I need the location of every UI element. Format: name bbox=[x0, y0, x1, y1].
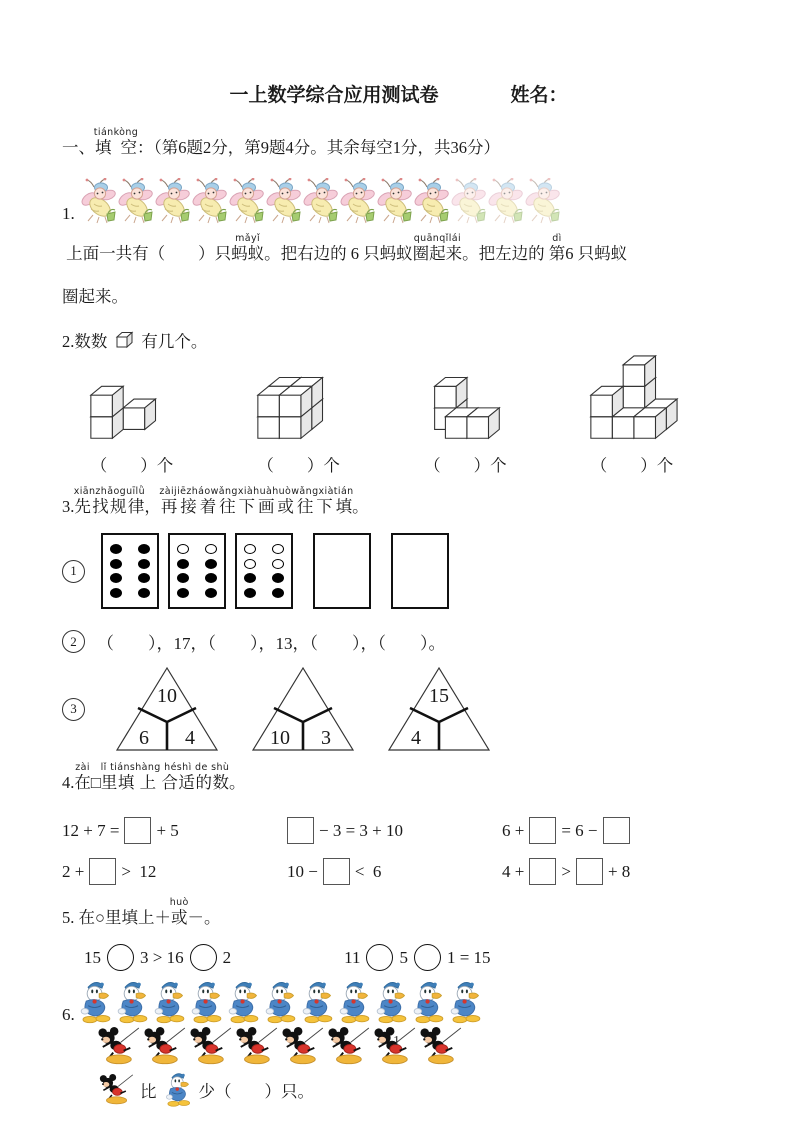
duck-icon bbox=[336, 979, 373, 1025]
cube-figure-4 bbox=[562, 354, 702, 450]
q5-text: 1 = 15 bbox=[446, 947, 491, 967]
ant-icon bbox=[340, 178, 376, 224]
duck-icon bbox=[447, 979, 484, 1025]
duck-icon bbox=[77, 979, 114, 1025]
sub-question-1-badge: 1 bbox=[62, 560, 85, 583]
q2-prefix: 2.数数 bbox=[62, 332, 108, 351]
answer-box[interactable] bbox=[576, 858, 603, 885]
q6-compare-line bbox=[96, 1071, 735, 1108]
compare-text: 比 bbox=[140, 1081, 157, 1101]
answer-circle[interactable] bbox=[107, 944, 134, 971]
q2-suffix: 有几个。 bbox=[141, 332, 208, 351]
cube-icon bbox=[114, 330, 134, 350]
ant-icon bbox=[303, 178, 339, 224]
dot-card bbox=[235, 533, 293, 609]
duck-icon bbox=[163, 1071, 193, 1108]
ant-icon bbox=[155, 178, 191, 224]
number-triangle-2 bbox=[247, 664, 359, 754]
equation bbox=[287, 858, 502, 885]
equation bbox=[62, 817, 287, 844]
duck-icon bbox=[188, 979, 225, 1025]
count-blank[interactable]: （ ）个 bbox=[590, 456, 674, 475]
answer-box[interactable] bbox=[529, 817, 556, 844]
equation-text: + 8 bbox=[607, 861, 631, 881]
q3-dot-cards-row bbox=[62, 533, 735, 609]
q5-text: 3 > 16 bbox=[140, 947, 184, 967]
equation-text: = 6 − bbox=[561, 820, 598, 840]
dot-card-empty[interactable] bbox=[391, 533, 449, 609]
svg-text:4: 4 bbox=[411, 727, 421, 749]
q2-heading bbox=[62, 328, 735, 352]
q1-text bbox=[62, 232, 735, 318]
svg-text:10: 10 bbox=[157, 685, 177, 707]
mouse-icon bbox=[96, 1074, 134, 1105]
svg-text:10: 10 bbox=[270, 727, 290, 749]
q1-ants-row bbox=[62, 178, 735, 224]
q1-number: 1. bbox=[62, 204, 75, 223]
q4-equations-row-1 bbox=[62, 817, 735, 844]
q5-text: 2 bbox=[222, 947, 232, 967]
q5-heading: 5. 在○里填上＋或huò－。 bbox=[62, 897, 221, 927]
duck-icon bbox=[114, 979, 151, 1025]
equation-text: 12 + 7 = bbox=[62, 820, 120, 840]
q1-line2: 圈起来。 bbox=[62, 287, 128, 306]
q6-ducks-row bbox=[62, 979, 735, 1025]
sequence-text[interactable]: （ ），17，（ ），13，（ ），（ ）。 bbox=[97, 634, 446, 653]
answer-box[interactable] bbox=[603, 817, 630, 844]
count-blank[interactable]: （ ）个 bbox=[257, 456, 340, 475]
svg-text:4: 4 bbox=[185, 727, 195, 749]
sub-question-3-badge: 3 bbox=[62, 698, 85, 721]
number-triangle-3 bbox=[383, 664, 495, 754]
equation-text: > 12 bbox=[121, 861, 157, 881]
ant-faded-icon bbox=[525, 178, 561, 224]
equation-text: > bbox=[561, 861, 571, 881]
duck-icon bbox=[410, 979, 447, 1025]
dot-card bbox=[168, 533, 226, 609]
ant-icon bbox=[377, 178, 413, 224]
answer-box[interactable] bbox=[323, 858, 350, 885]
q3-number-sequence bbox=[62, 629, 735, 654]
q4-heading: 4.在zài□里填 上 合适的数lǐ tiánshàng héshì de shù。 bbox=[62, 762, 246, 792]
page-title: 一上数学综合应用测试卷 bbox=[229, 85, 439, 106]
answer-circle[interactable] bbox=[366, 944, 393, 971]
page-number: 1 bbox=[393, 1034, 400, 1049]
equation bbox=[502, 858, 630, 885]
answer-box[interactable] bbox=[89, 858, 116, 885]
q6-number: 6. bbox=[62, 1005, 75, 1024]
answer-circle[interactable] bbox=[190, 944, 217, 971]
q3-triangles-row bbox=[62, 664, 735, 754]
count-blank[interactable]: （ ）个 bbox=[424, 456, 507, 475]
title-row bbox=[62, 80, 735, 107]
equation-text: − 3 = 3 + 10 bbox=[319, 820, 404, 840]
ants-normal-group bbox=[81, 178, 451, 224]
duck-icon bbox=[262, 979, 299, 1025]
q4-equations-row-2 bbox=[62, 858, 735, 885]
answer-box[interactable] bbox=[529, 858, 556, 885]
ant-icon bbox=[414, 178, 450, 224]
name-label: 姓名： bbox=[510, 85, 568, 106]
ant-icon bbox=[229, 178, 265, 224]
dot-card-empty[interactable] bbox=[313, 533, 371, 609]
answer-box[interactable] bbox=[287, 817, 314, 844]
ants-faded-group bbox=[451, 178, 562, 224]
q1-line1: 上面一共有（ ）只蚂蚁mǎyǐ。把右边的 6 只蚂蚁圈起来quānqǐlái。把左边的 第dì6 只蚂蚁 bbox=[62, 233, 628, 263]
ant-icon bbox=[192, 178, 228, 224]
equation-text: 6 + bbox=[502, 820, 525, 840]
equation-text: 2 + bbox=[62, 861, 85, 881]
sub-question-2-badge: 2 bbox=[62, 630, 85, 653]
q5-text: 5 bbox=[399, 947, 408, 967]
answer-box[interactable] bbox=[124, 817, 151, 844]
q5-text: 15 bbox=[84, 947, 101, 967]
number-triangle-1 bbox=[111, 664, 223, 754]
answer-circle[interactable] bbox=[414, 944, 441, 971]
cube-figure-2 bbox=[229, 354, 369, 450]
ant-icon bbox=[266, 178, 302, 224]
equation-text: 4 + bbox=[502, 861, 525, 881]
ant-faded-icon bbox=[451, 178, 487, 224]
equation bbox=[502, 817, 630, 844]
duck-icon bbox=[225, 979, 262, 1025]
section-1-heading: 一、填 空tiánkòng：（第6题2分，第9题4分。其余每空1分，共36分） bbox=[62, 127, 500, 157]
duck-icon bbox=[299, 979, 336, 1025]
dot-card bbox=[101, 533, 159, 609]
duck-icon bbox=[151, 979, 188, 1025]
equation-text: < 6 bbox=[354, 861, 382, 881]
q2-count-blanks bbox=[62, 452, 702, 476]
equation bbox=[62, 858, 287, 885]
q2-cube-figures bbox=[62, 354, 702, 450]
q5-exercises bbox=[84, 944, 735, 971]
svg-text:15: 15 bbox=[429, 685, 449, 707]
q5-text: 11 bbox=[344, 947, 361, 967]
count-blank[interactable]: （ ）个 bbox=[90, 456, 174, 475]
svg-text:3: 3 bbox=[321, 727, 331, 749]
q3-heading: 3.先找规律xiānzhǎoguīlǜ，再接着往下画或往下填zàijiēzháowǎngxiàhuàhuòwǎngxiàtián。 bbox=[62, 486, 369, 516]
equation bbox=[287, 817, 502, 844]
compare-text[interactable]: 少（ ）只。 bbox=[198, 1081, 314, 1101]
equation-text: 10 − bbox=[287, 861, 318, 881]
ant-icon bbox=[81, 178, 117, 224]
ducks-group bbox=[77, 979, 484, 1025]
ant-icon bbox=[118, 178, 154, 224]
cube-figure-3 bbox=[395, 354, 535, 450]
equation-text: + 5 bbox=[156, 820, 179, 840]
duck-icon bbox=[373, 979, 410, 1025]
svg-text:6: 6 bbox=[139, 727, 149, 749]
ant-faded-icon bbox=[488, 178, 524, 224]
cube-figure-1 bbox=[62, 354, 202, 450]
